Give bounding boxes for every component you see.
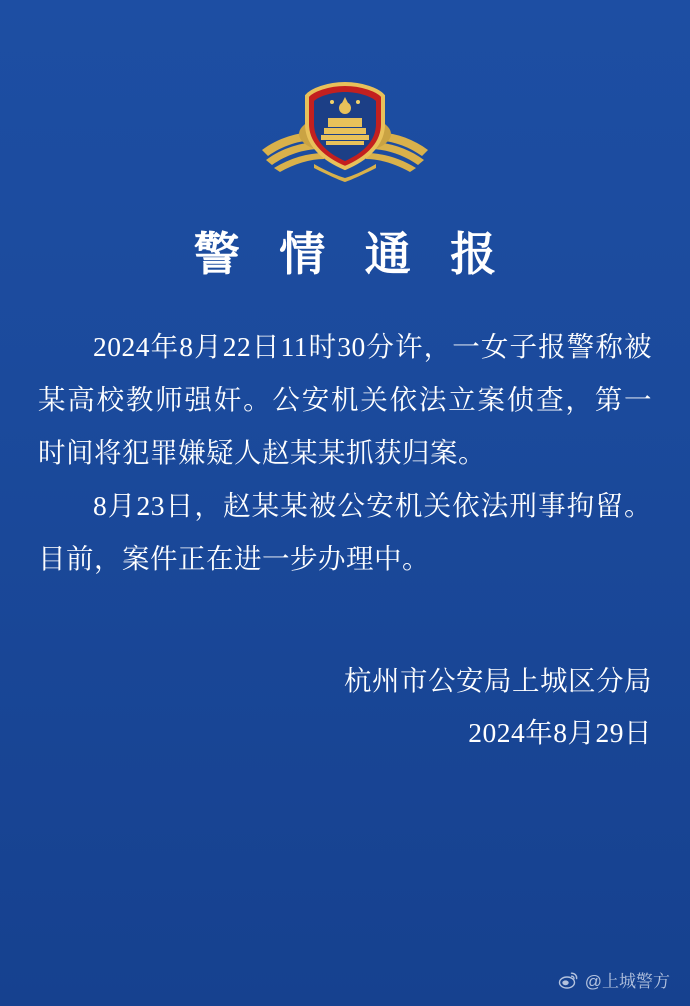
emblem-container	[0, 72, 690, 182]
issue-date: 2024年8月29日	[468, 717, 652, 748]
notice-paragraph-2: 8月23日，赵某某被公安机关依法刑事拘留。目前，案件正在进一步办理中。	[38, 490, 652, 574]
weibo-handle: @上城警方	[584, 972, 670, 991]
page-title: 警 情 通 报	[193, 229, 511, 280]
notice-paragraph-1: 2024年8月22日11时30分许，一女子报警称被某高校教师强奸。公安机关依法立案侦查，第一时间将犯罪嫌疑人赵某某抓获归案。	[38, 331, 652, 468]
signature-block	[92, 655, 652, 759]
notice-body	[38, 320, 652, 585]
weibo-watermark	[558, 967, 670, 992]
china-police-emblem	[250, 72, 440, 182]
issuing-organization: 杭州市公安局上城区分局	[344, 665, 652, 696]
weibo-icon	[558, 970, 578, 990]
